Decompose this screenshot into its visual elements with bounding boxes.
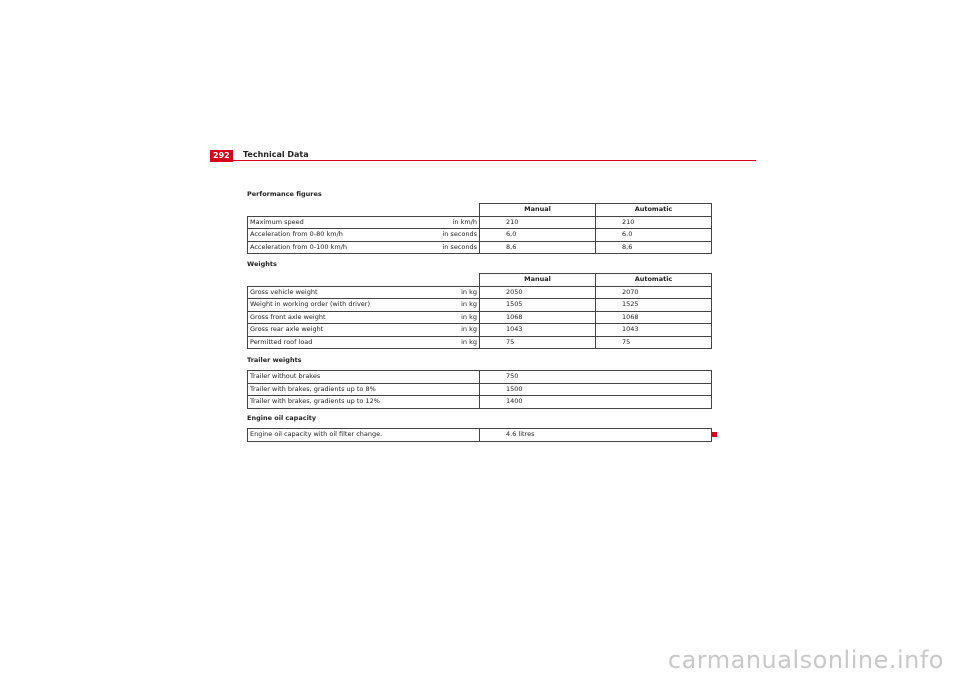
row-label: Gross rear axle weight — [248, 324, 428, 337]
table-row — [248, 286, 712, 299]
row-label: Trailer without brakes — [248, 371, 480, 384]
row-unit: in kg — [428, 336, 480, 349]
weights-header-row — [248, 274, 712, 287]
table-row — [248, 324, 712, 337]
table-row — [248, 371, 712, 384]
trailer-title: Trailer weights — [247, 356, 302, 364]
row-unit: in kg — [428, 299, 480, 312]
row-label: Weight in working order (with driver) — [248, 299, 428, 312]
performance-title: Performance figures — [247, 190, 322, 198]
weights-title: Weights — [247, 260, 277, 268]
row-unit: in kg — [428, 311, 480, 324]
row-label: Gross front axle weight — [248, 311, 428, 324]
row-label: Gross vehicle weight — [248, 286, 428, 299]
row-unit: in km/h — [428, 216, 480, 229]
performance-table — [247, 203, 712, 254]
automatic-value: 75 — [596, 336, 712, 349]
manual-value: 75 — [480, 336, 596, 349]
col-manual-header: Manual — [480, 204, 596, 217]
oil-title: Engine oil capacity — [247, 414, 317, 422]
col-automatic-header: Automatic — [596, 274, 712, 287]
table-row — [248, 396, 712, 409]
manual-value: 1068 — [480, 311, 596, 324]
oil-table — [247, 428, 712, 442]
header-rule — [210, 160, 756, 161]
manual-value: 1505 — [480, 299, 596, 312]
performance-header-row — [248, 204, 712, 217]
row-unit: in seconds — [428, 241, 480, 254]
page-number: 292 — [210, 150, 233, 162]
table-row — [248, 383, 712, 396]
manual-value: 2050 — [480, 286, 596, 299]
automatic-value: 210 — [596, 216, 712, 229]
end-of-section-marker — [712, 432, 717, 437]
row-label: Permitted roof load — [248, 336, 428, 349]
automatic-value: 1525 — [596, 299, 712, 312]
row-label: Engine oil capacity with oil filter change. — [248, 429, 480, 442]
page-title: Technical Data — [243, 150, 309, 159]
manual-value: 6,0 — [480, 229, 596, 242]
row-label: Acceleration from 0-80 km/h — [248, 229, 428, 242]
automatic-value: 1068 — [596, 311, 712, 324]
row-unit: in kg — [428, 286, 480, 299]
row-value: 1400 — [480, 396, 712, 409]
table-row — [248, 229, 712, 242]
row-value: 1500 — [480, 383, 712, 396]
table-row — [248, 241, 712, 254]
table-row — [248, 429, 712, 442]
automatic-value: 1043 — [596, 324, 712, 337]
manual-value: 210 — [480, 216, 596, 229]
row-unit: in kg — [428, 324, 480, 337]
manual-value: 8,6 — [480, 241, 596, 254]
row-value: 4.6 litres — [480, 429, 712, 442]
watermark: carmanualsonline.info — [667, 646, 944, 674]
automatic-value: 8,6 — [596, 241, 712, 254]
row-label: Maximum speed — [248, 216, 428, 229]
table-row — [248, 299, 712, 312]
col-automatic-header: Automatic — [596, 204, 712, 217]
row-label: Acceleration from 0-100 km/h — [248, 241, 428, 254]
row-label: Trailer with brakes, gradients up to 8% — [248, 383, 480, 396]
row-label: Trailer with brakes, gradients up to 12% — [248, 396, 480, 409]
table-row — [248, 336, 712, 349]
row-unit: in seconds — [428, 229, 480, 242]
table-row — [248, 216, 712, 229]
weights-table — [247, 273, 712, 349]
table-row — [248, 311, 712, 324]
trailer-table — [247, 370, 712, 409]
col-manual-header: Manual — [480, 274, 596, 287]
manual-value: 1043 — [480, 324, 596, 337]
automatic-value: 2070 — [596, 286, 712, 299]
row-value: 750 — [480, 371, 712, 384]
automatic-value: 6,0 — [596, 229, 712, 242]
